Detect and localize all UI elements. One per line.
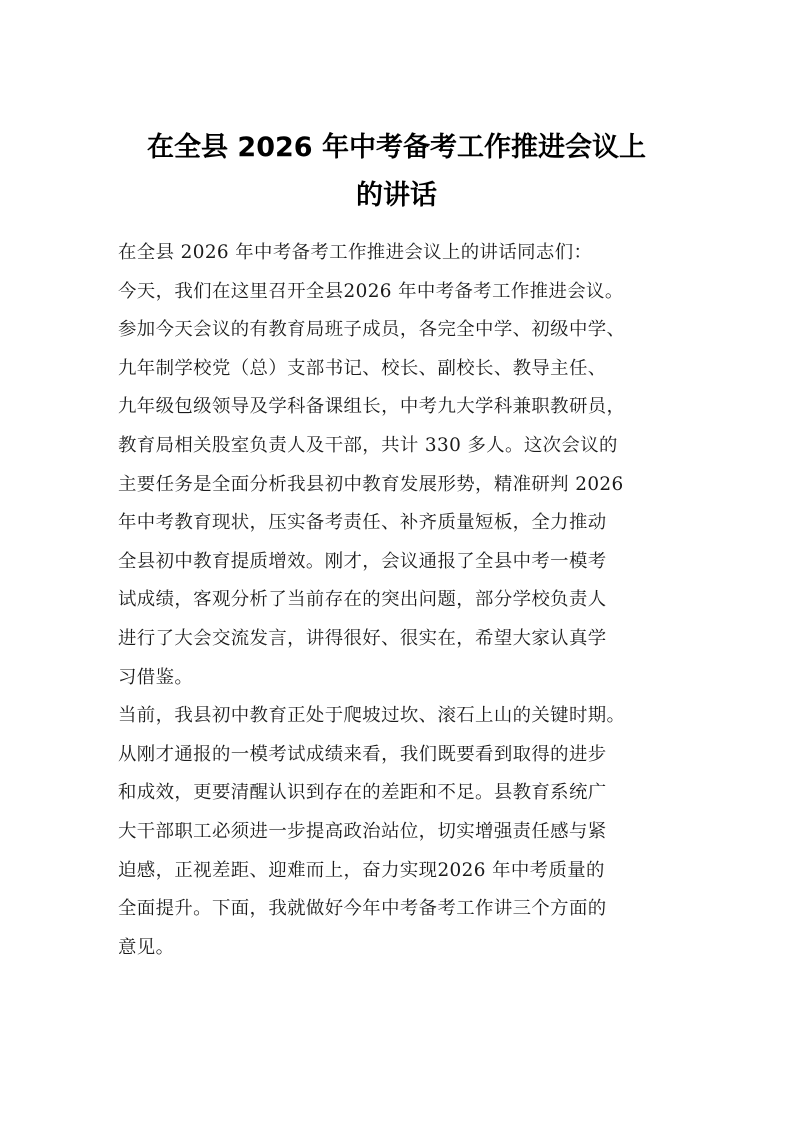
document-title-line-2: 的讲话 xyxy=(356,180,437,211)
body-line: 主要任务是全面分析我县初中教育发展形势，精准研判 2026 xyxy=(118,473,624,495)
body-line: 今天，我们在这里召开全县2026 年中考备考工作推进会议。 xyxy=(118,280,624,302)
body-line: 和成效，更要清醒认识到存在的差距和不足。县教育系统广 xyxy=(118,782,607,804)
body-line: 参加今天会议的有教育局班子成员，各完全中学、初级中学、 xyxy=(118,319,626,341)
document-title-line-1: 在全县 2026 年中考备考工作推进会议上 xyxy=(147,132,646,163)
body-line: 当前，我县初中教育正处于爬坡过坎、滚石上山的关键时期。 xyxy=(118,705,626,727)
body-line: 在全县 2026 年中考备考工作推进会议上的讲话同志们： xyxy=(118,242,593,263)
body-line: 大干部职工必须进一步提高政治站位，切实增强责任感与紧 xyxy=(118,820,607,842)
body-line: 全县初中教育提质增效。刚才，会议通报了全县中考一模考 xyxy=(118,550,607,572)
body-line: 试成绩，客观分析了当前存在的突出问题，部分学校负责人 xyxy=(118,589,607,611)
body-line: 从刚才通报的一模考试成绩来看，我们既要看到取得的进步 xyxy=(118,743,607,765)
speech-body xyxy=(118,234,683,967)
body-line: 九年制学校党（总）支部书记、校长、副校长、教导主任、 xyxy=(118,357,607,379)
body-line: 进行了大会交流发言，讲得很好、很实在，希望大家认真学 xyxy=(118,627,607,649)
body-line: 教育局相关股室负责人及干部，共计 330 多人。这次会议的 xyxy=(118,434,618,456)
body-line: 九年级包级领导及学科备课组长，中考九大学科兼职教研员， xyxy=(118,396,626,418)
body-line: 全面提升。下面，我就做好今年中考备考工作讲三个方面的 xyxy=(118,898,607,920)
body-line: 习借鉴。 xyxy=(118,666,194,688)
body-line: 迫感，正视差距、迎难而上，奋力实现2026 年中考质量的 xyxy=(118,859,605,881)
body-line: 年中考教育现状，压实备考责任、补齐质量短板，全力推动 xyxy=(118,512,607,534)
body-line: 意见。 xyxy=(118,936,175,958)
